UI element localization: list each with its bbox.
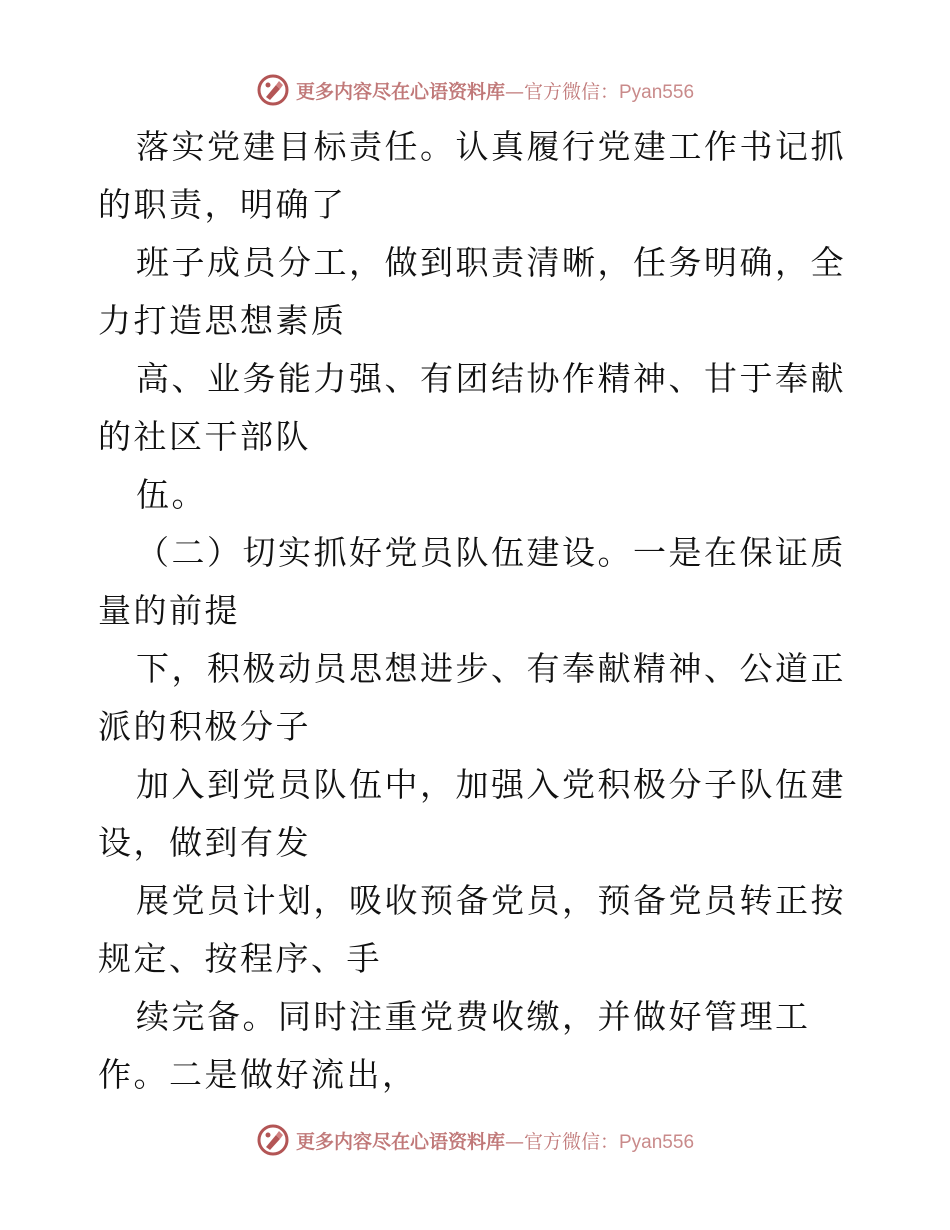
paragraph: 下，积极动员思想进步、有奉献精神、公道正派的积极分子	[98, 649, 846, 746]
footer-watermark	[0, 1120, 950, 1160]
paragraph: 伍。	[136, 475, 207, 514]
paragraph: 展党员计划，吸收预备党员，预备党员转正按规定、按程序、手	[98, 881, 846, 978]
watermark-text: 更多内容尽在心语资料库—官方微信：Pyan556	[295, 80, 695, 103]
watermark-text: 更多内容尽在心语资料库—官方微信：Pyan556	[295, 1130, 695, 1153]
document-body	[98, 118, 858, 1104]
paragraph: 高、业务能力强、有团结协作精神、甘于奉献的社区干部队	[98, 359, 846, 456]
paragraph: 续完备。同时注重党费收缴，并做好管理工作。二是做好流出，	[98, 997, 811, 1094]
paragraph: 班子成员分工，做到职责清晰，任务明确，全力打造思想素质	[98, 243, 846, 340]
paragraph: 加入到党员队伍中，加强入党积极分子队伍建设，做到有发	[98, 765, 846, 862]
pen-nib-seal-icon	[256, 1123, 290, 1157]
paragraph: 落实党建目标责任。认真履行党建工作书记抓的职责，明确了	[98, 127, 846, 224]
paragraph: （二）切实抓好党员队伍建设。一是在保证质量的前提	[98, 533, 846, 630]
header-watermark	[0, 70, 950, 110]
pen-nib-seal-icon	[256, 73, 290, 107]
